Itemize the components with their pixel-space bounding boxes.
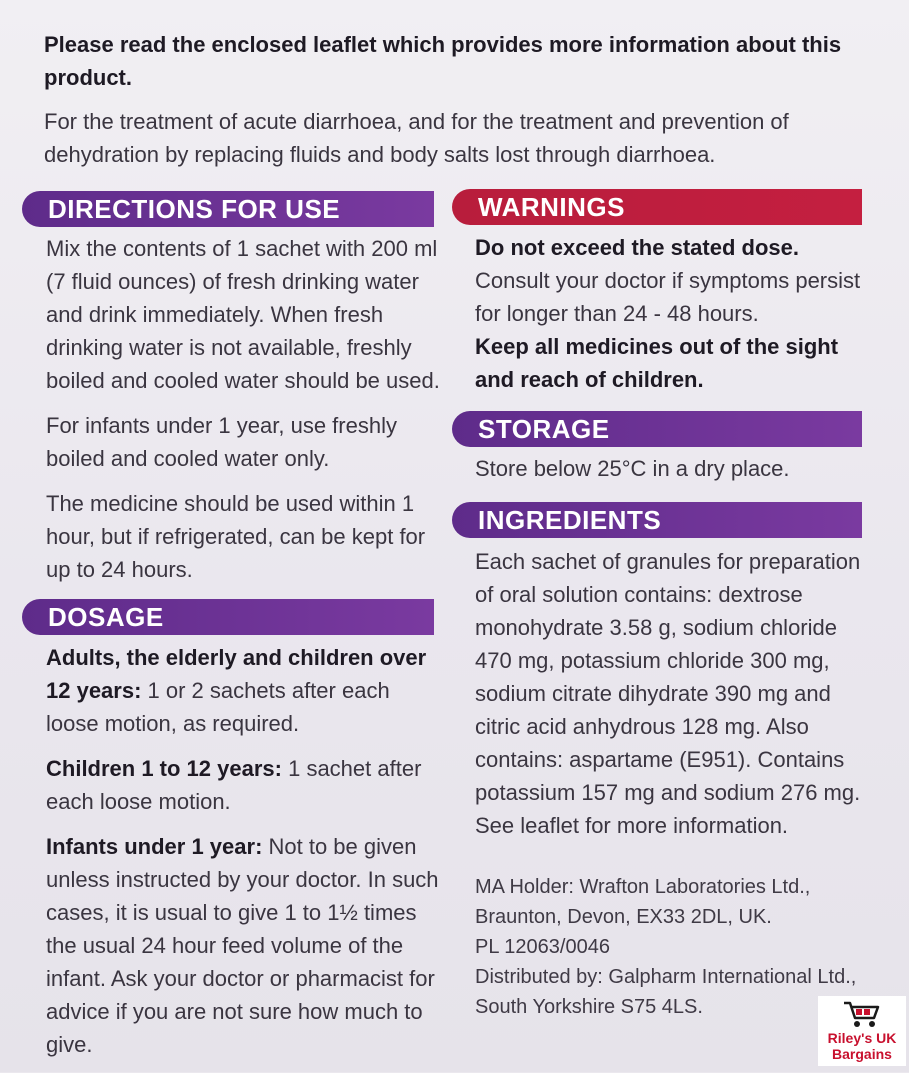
warnings-bold-children xyxy=(475,330,875,396)
dosage-infants-text: Not to be given unless instructed by your doctor. In such cases, it is usual to give 1 to 1½ times the usual 24 hour feed volume of the infant. Ask your doctor or pharmacist for advice if you are not sure how much to give. xyxy=(46,834,439,1057)
holder-line-3: PL 12063/0046 xyxy=(475,936,610,958)
dosage-children-text: 1 sachet after each loose motion. xyxy=(46,756,422,814)
logo-line-1: Riley's UK xyxy=(827,1030,897,1046)
holder-line-1: MA Holder: Wrafton Laboratories Ltd., xyxy=(475,876,811,898)
dosage-adults-text: 1 or 2 sachets after each loose motion, as required. xyxy=(46,678,390,736)
shopping-cart-icon xyxy=(842,1000,882,1028)
storage-text: Store below 25°C in a dry place. xyxy=(475,456,790,481)
holder-line-4: Distributed by: Galpharm International Ltd., xyxy=(475,966,857,988)
storage-heading: STORAGE xyxy=(452,411,862,447)
directions-heading: DIRECTIONS FOR USE xyxy=(22,191,434,227)
dosage-infants-label: Infants under 1 year: xyxy=(46,834,263,859)
warnings-bold-dose xyxy=(475,231,875,264)
directions-paragraph-1: Mix the contents of 1 sachet with 200 ml (7 fluid ounces) of fresh drinking water and drink immediately. When fresh drinking water is not available, freshly boiled and cooled water should be used. xyxy=(46,236,440,393)
ma-holder-block xyxy=(475,872,875,1022)
dosage-infants xyxy=(46,830,446,1061)
dosage-heading: DOSAGE xyxy=(22,599,434,635)
ingredients-text: Each sachet of granules for preparation of oral solution contains: dextrose monohydrate 3.58 g, sodium chloride 470 mg, potassium chloride 300 mg, sodium citrate dihydrate 390 mg and citric acid anhydrous 128 mg. Also contains: aspartame (E951). Contains potassium 157 mg and sodium 276 mg. See leaflet for more information. xyxy=(475,549,861,838)
intro-indication: For the treatment of acute diarrhoea, and for the treatment and prevention of dehydration by replacing fluids and body salts lost through diarrhoea. xyxy=(44,109,789,167)
dosage-adults xyxy=(46,641,446,740)
warnings-consult: Consult your doctor if symptoms persist for longer than 24 - 48 hours. xyxy=(475,268,861,326)
dosage-children-label: Children 1 to 12 years: xyxy=(46,756,282,781)
ingredients-heading: INGREDIENTS xyxy=(452,502,862,538)
logo-text xyxy=(818,1030,906,1062)
holder-line-2: Braunton, Devon, EX33 2DL, UK. xyxy=(475,906,772,928)
rileys-logo xyxy=(818,996,906,1066)
warnings-dose-text: Do not exceed the stated dose. xyxy=(475,235,799,260)
warnings-children-text: Keep all medicines out of the sight and reach of children. xyxy=(475,334,839,392)
logo-line-2: Bargains xyxy=(832,1046,892,1062)
directions-paragraph-2: For infants under 1 year, use freshly boiled and cooled water only. xyxy=(46,413,397,471)
directions-paragraph-3: The medicine should be used within 1 hour, but if refrigerated, can be kept for up to 24 hours. xyxy=(46,491,426,582)
intro-bold-notice: Please read the enclosed leaflet which provides more information about this product. xyxy=(44,32,842,90)
dosage-children xyxy=(46,752,446,818)
directions-section xyxy=(46,232,446,598)
warnings-section xyxy=(475,231,875,396)
dosage-adults-label: Adults, the elderly and children over 12 years: xyxy=(46,645,427,703)
holder-line-5: South Yorkshire S75 4LS. xyxy=(475,996,703,1018)
warnings-heading: WARNINGS xyxy=(452,189,862,225)
dosage-section xyxy=(46,641,446,1073)
